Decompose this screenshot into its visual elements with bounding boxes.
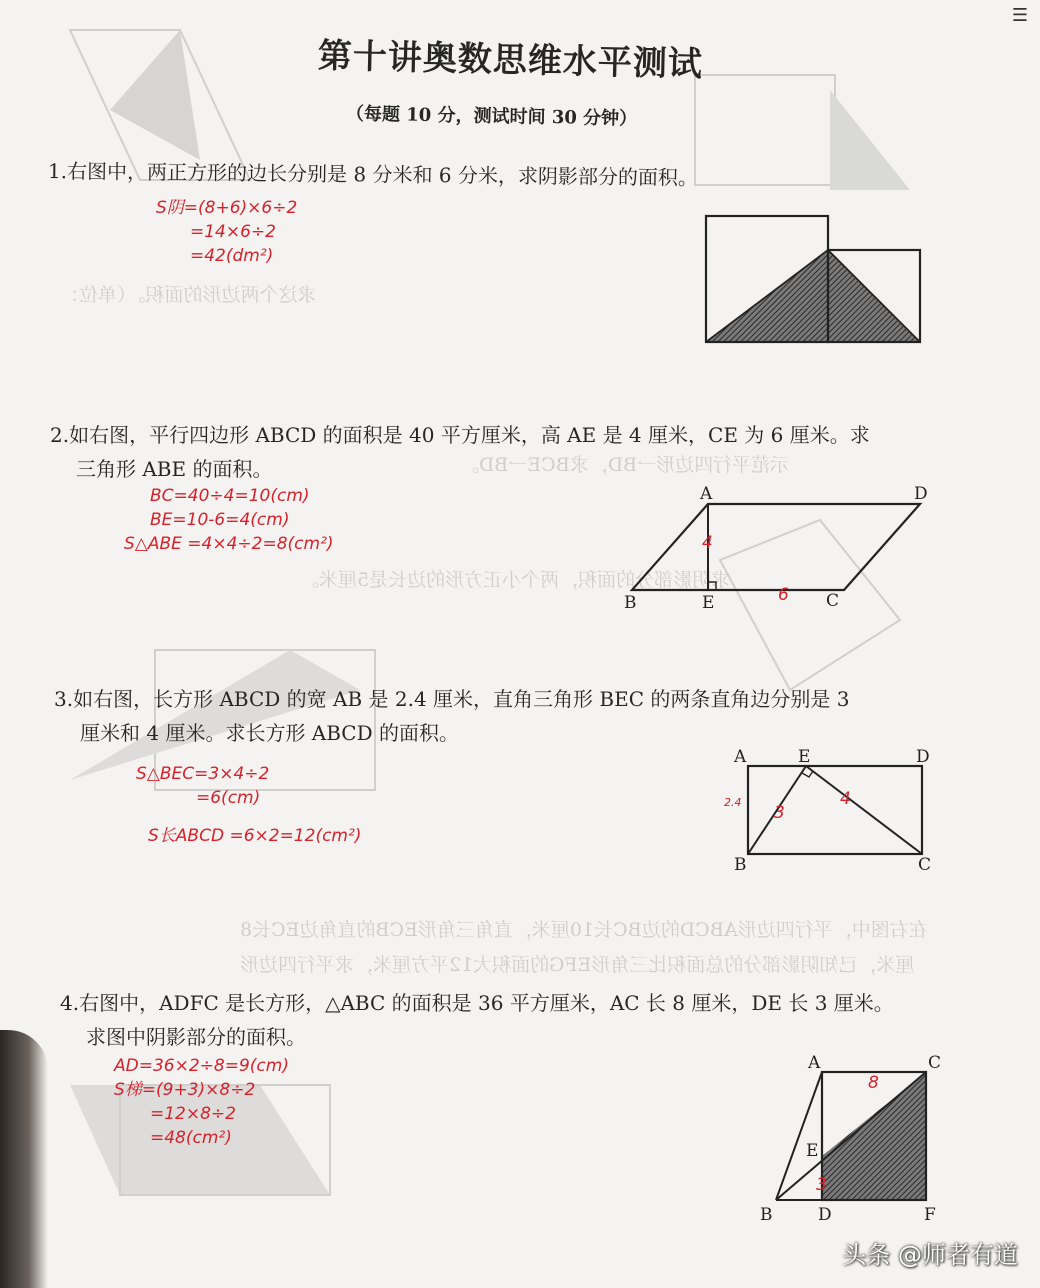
q4-solution-line-3: =12×8÷2 — [150, 1104, 236, 1124]
q4-label-c: C — [928, 1053, 942, 1073]
watermark: 头条 @师者有道 — [842, 1241, 1018, 1269]
bleed-through-text-4: 在右图中，平行四边形ABCD的边BC长10厘米，直角三角形ECB的直角边EC长8 — [240, 919, 928, 941]
bleed-through-text-3: 求阴影部分的面积，两个小正方形的边长是5厘米。 — [300, 569, 731, 591]
question-4 — [60, 986, 894, 1054]
q4-solution-line-4: =48(cm²) — [150, 1128, 232, 1148]
bleed-through-text-1: 求这个两边形的面积。（单位： — [60, 284, 317, 306]
question-2-text-line-1: 如右图，平行四边形 ABCD 的面积是 40 平方厘米，高 AE 是 4 厘米，CE 为 6 厘米。求 — [69, 423, 870, 447]
question-2-figure — [620, 484, 940, 614]
q4-label-d: D — [818, 1205, 832, 1225]
question-2-text-line-2: 三角形 ABE 的面积。 — [76, 457, 273, 481]
q2-label-d: D — [914, 484, 928, 504]
question-4-number: 4. — [60, 991, 80, 1015]
q1-solution-line-3: =42(dm²) — [190, 246, 274, 266]
q3-label-b: B — [734, 855, 747, 875]
question-2-number: 2. — [50, 423, 70, 447]
q1-solution-line-1: S阴=(8+6)×6÷2 — [156, 198, 298, 218]
question-3-number: 3. — [54, 687, 74, 711]
q4-solution-line-1: AD=36×2÷8=9(cm) — [114, 1056, 289, 1076]
question-3-text-line-2: 厘米和 4 厘米。求长方形 ABCD 的面积。 — [80, 721, 460, 745]
q4-mark-ac: 8 — [868, 1073, 879, 1093]
q3-solution-line-2: =6(cm) — [196, 788, 261, 808]
hamburger-menu-icon[interactable]: ☰ — [1011, 4, 1029, 26]
q2-solution-line-3: S△ABE =4×4÷2=8(cm²) — [124, 534, 334, 554]
bleed-through-figure-top-right — [690, 70, 920, 210]
q4-label-f: F — [924, 1205, 936, 1225]
q2-mark-ce: 6 — [778, 585, 789, 605]
question-1-solution — [156, 196, 297, 268]
q3-label-d: D — [916, 747, 930, 767]
question-2 — [50, 418, 870, 486]
q1-solution-line-2: =14×6÷2 — [190, 222, 276, 242]
page-subtitle: （每题 10 分，测试时间 30 分钟） — [345, 103, 638, 130]
question-2-solution — [124, 484, 334, 556]
question-1-figure — [700, 212, 926, 348]
q2-label-b: B — [624, 593, 637, 613]
q3-mark-ec: 4 — [840, 789, 851, 809]
q2-mark-ae: 4 — [702, 533, 713, 553]
question-4-figure — [752, 1050, 952, 1226]
q4-label-a: A — [808, 1053, 821, 1073]
question-3 — [54, 682, 849, 750]
q4-solution-line-2: S梯=(9+3)×8÷2 — [114, 1080, 256, 1100]
q3-solution-line-3: S长ABCD =6×2=12(cm²) — [148, 826, 362, 846]
q3-label-e: E — [798, 747, 811, 767]
q2-label-c: C — [826, 591, 840, 611]
page-edge-shadow — [0, 1030, 48, 1288]
q3-solution-line-1: S△BEC=3×4÷2 — [136, 764, 270, 784]
q2-parallelogram — [632, 504, 920, 590]
bleed-through-text-2: 示范平行四边形一BD，求BCE一BD。 — [460, 454, 790, 476]
question-1 — [48, 154, 698, 195]
q3-mark-ab: 2.4 — [724, 796, 742, 809]
q3-mark-be: 3 — [774, 803, 785, 823]
q4-label-b: B — [760, 1205, 773, 1225]
question-4-solution — [114, 1054, 289, 1150]
q3-label-c: C — [918, 855, 932, 875]
question-1-number: 1. — [47, 159, 68, 184]
question-4-text-line-1: 右图中，ADFC 是长方形，△ABC 的面积是 36 平方厘米，AC 长 8 厘米，DE 长 3 厘米。 — [79, 991, 894, 1015]
q2-solution-line-1: BC=40÷4=10(cm) — [150, 486, 310, 506]
bleed-through-text-5: 厘米，已知阴影部分的总面积比三角形EFG的面积大12平方厘米，求平行四边形 — [240, 954, 915, 976]
question-3-text-line-1: 如右图，长方形 ABCD 的宽 AB 是 2.4 厘米，直角三角形 BEC 的两条直角边分别是 3 — [73, 687, 850, 711]
question-3-figure — [720, 742, 940, 874]
q2-label-e: E — [702, 593, 715, 613]
question-4-text-line-2: 求图中阴影部分的面积。 — [86, 1025, 306, 1049]
question-3-solution — [136, 762, 361, 848]
q4-mark-de: 3 — [816, 1175, 827, 1195]
q4-label-e: E — [806, 1141, 819, 1161]
question-1-text-line-1: 右图中，两正方形的边长分别是 8 分米和 6 分米，求阴影部分的面积。 — [66, 159, 699, 190]
q3-label-a: A — [734, 747, 747, 767]
q2-solution-line-2: BE=10-6=4(cm) — [150, 510, 290, 530]
q2-label-a: A — [700, 484, 713, 504]
q3-segment-ec — [806, 766, 922, 854]
page-title: 第十讲奥数思维水平测试 — [317, 36, 704, 85]
